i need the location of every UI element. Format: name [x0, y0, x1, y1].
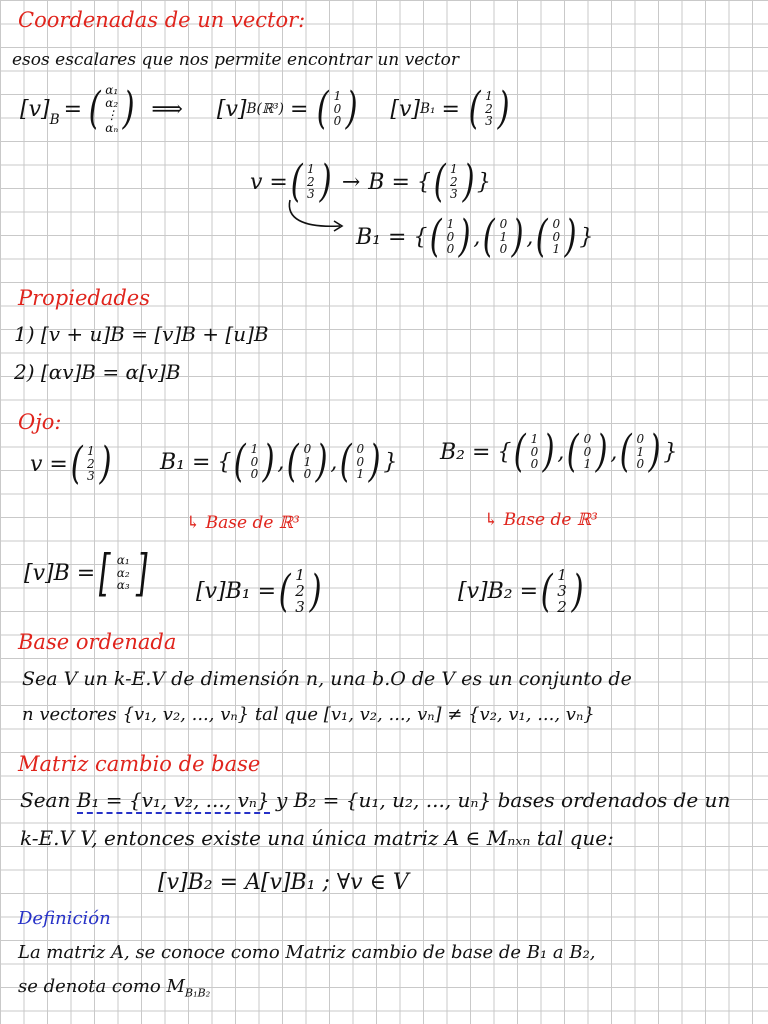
- ojo-vb1-row: [v]B₁ = ( 1 2 3 ): [196, 565, 322, 617]
- ordered-base-title: Base ordenada: [18, 630, 177, 654]
- canon-sub: B(ℝ³): [246, 101, 284, 118]
- ojo-v-row: v = ( 1 2 3 ): [30, 438, 112, 489]
- curved-arrow-icon: [282, 196, 352, 236]
- example-v-vector: 1 2 3: [307, 162, 315, 202]
- change-matrix-line-2: k-E.V V, entonces existe una única matriz A ∈ Mₙₓₙ tal que:: [20, 826, 614, 850]
- definition-line-2: se denota como $M_{B_1B_2}$: [18, 976, 211, 1000]
- ordered-base-line-1: Sea V un k-E.V de dimensión n, una b.O de V es un conjunto de: [22, 668, 632, 690]
- intro-line: esos escalares que nos permite encontrar un vector: [12, 50, 460, 70]
- ojo-b1-label: B₁ = {: [160, 449, 232, 475]
- ojo-vb1-label: [v]B₁ =: [196, 579, 277, 605]
- change-matrix-title: Matriz cambio de base: [18, 752, 261, 776]
- example-v-row: v = ( 1 2 3 ) → B = { ( 1 2 3 ) }: [250, 156, 491, 207]
- note-base-r3-1: ↳ Base de ℝ³: [186, 513, 300, 533]
- ojo-b1-row: B₁ = { ( 1 0 0 ) , ( 0 1 0 ) , ( 0 0 1 ) }: [160, 436, 398, 487]
- ojo-vb2-row: [v]B₂ = ( 1 3 2 ): [458, 565, 584, 617]
- ordered-base-line-2: n vectores {v₁, v₂, ..., vₙ} tal que [v₁, v₂, ..., vₙ] ≠ {v₂, v₁, ..., vₙ}: [22, 704, 595, 725]
- property-1: 1) [v + u]B = [v]B + [u]B: [14, 322, 269, 346]
- ojo-vb-row: [v]B = [ α₁ α₂ α₃ ]: [24, 544, 148, 602]
- ojo-b2-row: B₂ = { ( 1 0 0 ) , ( 0 0 1 ) , ( 0 1 0 ) }: [440, 426, 678, 477]
- example-b1-label: B₁ = {: [356, 224, 428, 250]
- b1-lhs: [v]: [390, 96, 420, 122]
- example-b-vector: 1 2 3: [450, 162, 458, 202]
- coord-entries: α₁ α₂ ⋮ αₙ: [105, 83, 119, 135]
- ordered-basis-b1: B₁ = {v₁, v₂, ..., vₙ}: [76, 788, 270, 812]
- coord-def-row: [v] $_B$ = ( α₁ α₂ ⋮ αₙ ) ⟹ [v] B(ℝ³) = ( 1 0 0 ) [v] B₁ = ( 1 2 3 ): [20, 83, 510, 135]
- properties-title: Propiedades: [18, 286, 151, 310]
- b1-sub: B₁: [420, 101, 436, 118]
- implies-arrow: ⟹: [151, 96, 183, 122]
- note-base-r3-2: ↳ Base de ℝ³: [484, 510, 598, 530]
- definition-line-1: La matriz A, se conoce como Matriz cambio de base de B₁ a B₂,: [18, 942, 596, 963]
- ojo-vb2-label: [v]B₂ =: [458, 579, 539, 605]
- ojo-v-label: v =: [30, 451, 68, 477]
- ojo-b2-label: B₂ = {: [440, 439, 512, 465]
- coord-lhs-sub: B: [49, 112, 60, 129]
- canon-vector: 1 0 0: [333, 89, 342, 129]
- coord-lhs: [v]: [20, 96, 50, 122]
- page-title: Coordenadas de un vector:: [18, 8, 306, 32]
- b1-coord-vector: 1 2 3: [485, 89, 493, 129]
- change-matrix-line-1: Sean B₁ = {v₁, v₂, ..., vₙ} y B₂ = {u₁, u₂, ..., uₙ} bases ordenados de un: [20, 788, 731, 812]
- definition-title: Definición: [18, 908, 111, 929]
- ojo-title: Ojo:: [18, 410, 62, 434]
- change-matrix-formula: [v]B₂ = A[v]B₁ ; ∀v ∈ V: [158, 870, 409, 895]
- property-2: 2) [αv]B = α[v]B: [14, 360, 181, 384]
- example-b-label: B = {: [368, 169, 431, 195]
- ojo-vb-label: [v]B =: [24, 560, 96, 586]
- canon-lhs: [v]: [216, 96, 247, 122]
- example-v-label: v =: [250, 169, 288, 195]
- example-b1-row: B₁ = { ( 1 0 0 ) , ( 0 1 0 ) , ( 0 0 1 ) }: [356, 211, 594, 262]
